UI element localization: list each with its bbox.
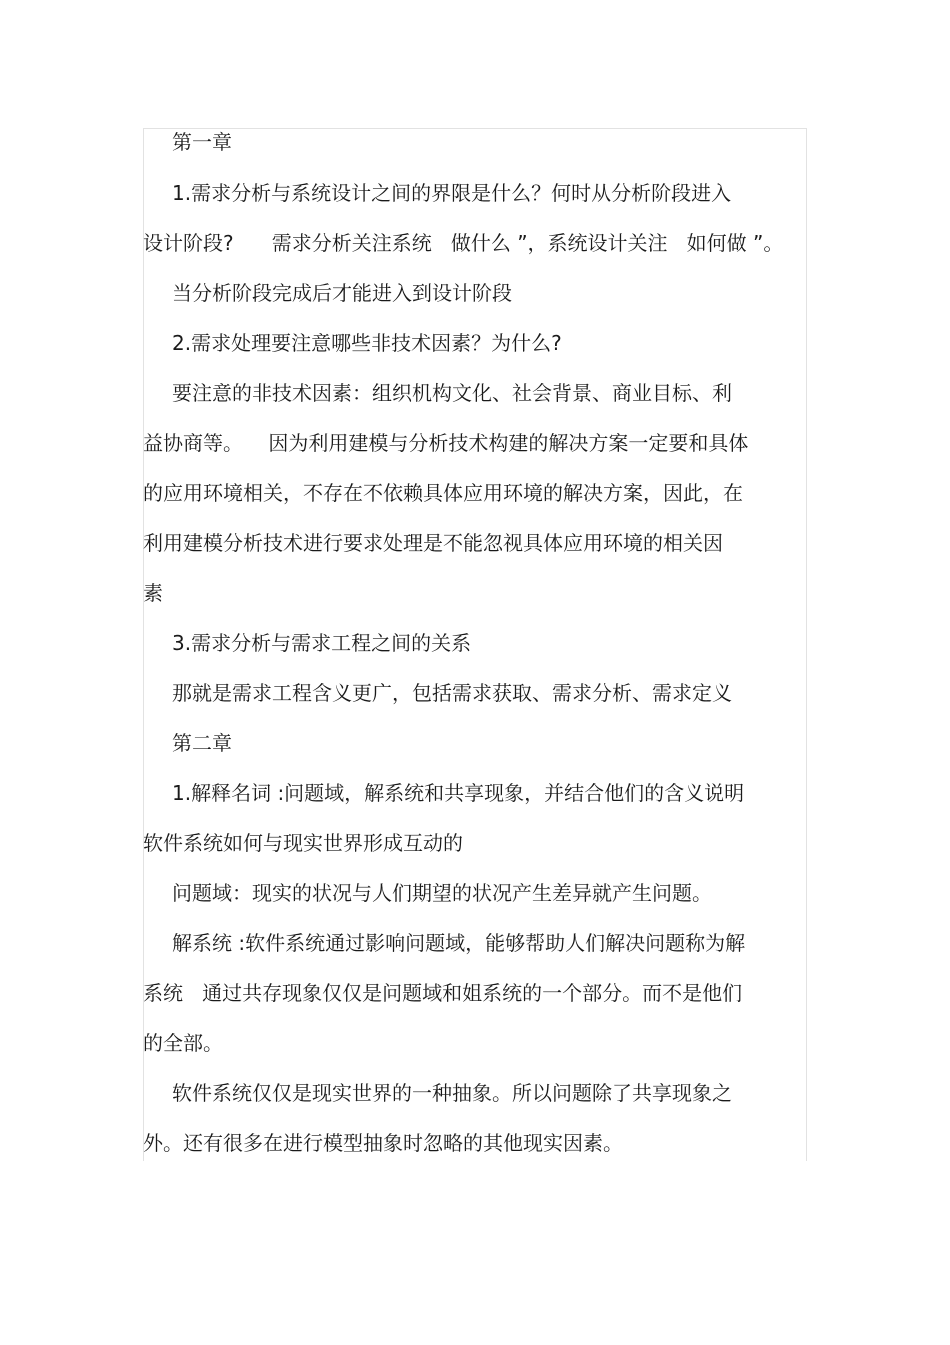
question-1-2: 2.需求处理要注意哪些非技术因素？为什么? xyxy=(172,331,562,355)
question-1-1-continued: 设计阶段? 需求分析关注系统 做什么 ”，系统设计关注 如何做 ”。 xyxy=(143,231,784,255)
answer-1-2-line-4: 利用建模分析技术进行要求处理是不能忽视具体应用环境的相关因 xyxy=(143,531,723,555)
question-1-1: 1.需求分析与系统设计之间的界限是什么？何时从分析阶段进入 xyxy=(172,181,732,205)
answer-1-2-line-1: 要注意的非技术因素：组织机构文化、社会背景、商业目标、利 xyxy=(172,381,732,405)
answer-2-1-abstraction-end: 外。还有很多在进行模型抽象时忽略的其他现实因素。 xyxy=(143,1131,623,1155)
answer-1-3: 那就是需求工程含义更广，包括需求获取、需求分析、需求定义 xyxy=(172,681,732,705)
question-1-3: 3.需求分析与需求工程之间的关系 xyxy=(172,631,472,655)
chapter-1-heading: 第一章 xyxy=(172,130,232,154)
answer-2-1-solution-system-cont: 系统 通过共存现象仅仅是问题域和姐系统的一个部分。而不是他们 xyxy=(143,981,743,1005)
answer-1-2-line-5: 素 xyxy=(143,581,163,605)
answer-2-1-abstraction: 软件系统仅仅是现实世界的一种抽象。所以问题除了共享现象之 xyxy=(172,1081,732,1105)
answer-1-1: 当分析阶段完成后才能进入到设计阶段 xyxy=(172,281,512,305)
answer-2-1-solution-system-end: 的全部。 xyxy=(143,1031,223,1055)
question-2-1-continued: 软件系统如何与现实世界形成互动的 xyxy=(143,831,463,855)
answer-2-1-problem-domain: 问题域：现实的状况与人们期望的状况产生差异就产生问题。 xyxy=(172,881,712,905)
question-2-1: 1.解释名词 :问题域，解系统和共享现象，并结合他们的含义说明 xyxy=(172,781,745,805)
answer-1-2-line-2: 益协商等。 因为利用建模与分析技术构建的解决方案一定要和具体 xyxy=(143,431,749,455)
answer-2-1-solution-system: 解系统 :软件系统通过影响问题域，能够帮助人们解决问题称为解 xyxy=(172,931,746,955)
answer-1-2-line-3: 的应用环境相关，不存在不依赖具体应用环境的解决方案，因此，在 xyxy=(143,481,743,505)
chapter-2-heading: 第二章 xyxy=(172,731,232,755)
